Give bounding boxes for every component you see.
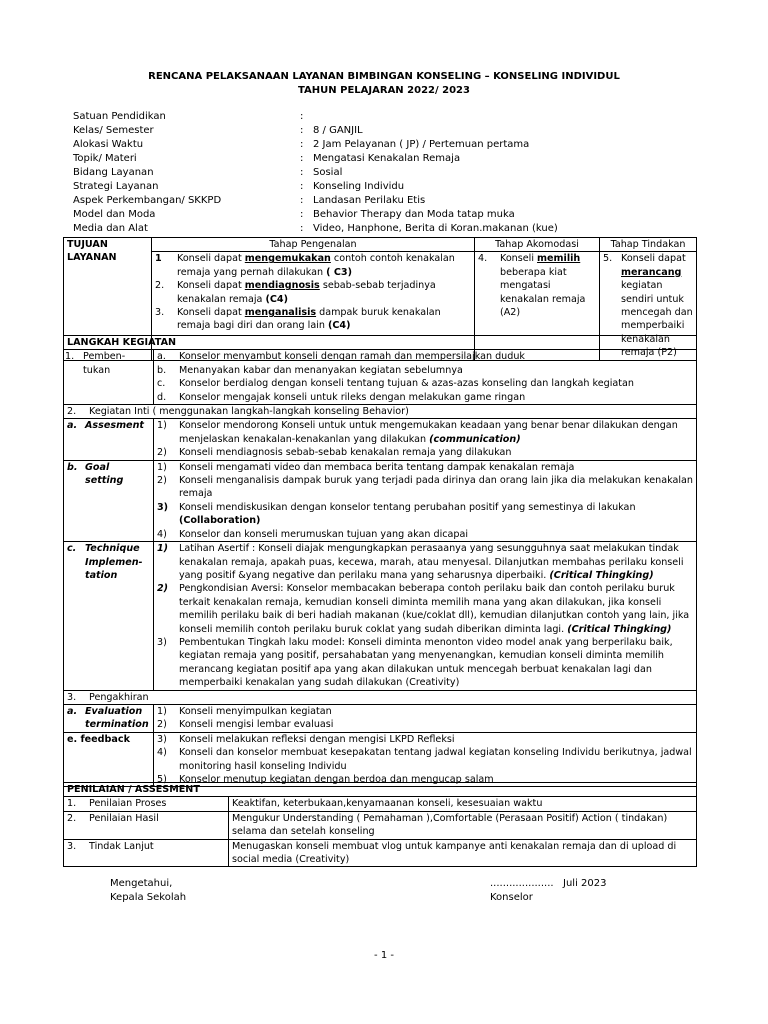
pembentukan-label-cell: 1. Pemben-tukan: [64, 350, 154, 405]
langkah-table: [63, 335, 697, 787]
step-item: 3) Pembentukan Tingkah laku model: Konseli diminta menonton video model anak yang berperilaku baik, kegiatan remaja yang positif, persahabatan yang menyenangkan, kemudian konseli diminta memilih merancang kegiatan positif apa yang akan dilakukan untuk mencegah berbuat kenakalan lagi dan memperbaiki kenakalan yang sudah dilakukan (Creativity): [157, 636, 673, 689]
colon: :: [300, 125, 304, 136]
goal-item: 1 Konseli dapat mengemukakan contoh contoh kenakalan remaja yang pernah dilakukan ( C3): [155, 253, 455, 278]
colon: :: [300, 209, 304, 220]
langkah-header: LANGKAH KEGIATAN: [64, 336, 697, 350]
identity-value: Video, Hanphone, Berita di Koran.makanan (kue): [313, 223, 558, 234]
penilaian-table: [63, 782, 697, 867]
colon: :: [300, 167, 304, 178]
identity-label: Media dan Alat: [73, 223, 148, 234]
goal-setting-items: [154, 460, 697, 541]
penilaian-text: Menugaskan konseli membuat vlog untuk kampanye anti kenakalan remaja dan di upload di social media (Creativity): [229, 839, 697, 867]
identity-value: Konseling Individu: [313, 181, 405, 192]
step-item: 2) Konseli menganalisis dampak buruk yang terjadi pada dirinya dan orang lain jika dia melakukan kenakalan remaja: [157, 475, 693, 500]
evaluation-items: [154, 704, 697, 732]
evaluation-label: a. Evaluation termination: [64, 704, 154, 732]
identity-label: Bidang Layanan: [73, 167, 154, 178]
step-item: 2) Pengkondisian Aversi: Konselor membacakan beberapa contoh perilaku baik dan contoh perilaku buruk terkait kenakalan remaja, kemudian konseli diminta memilih mana yang akan dilakukan, jika konseli memilih perilaku baik di beri hadiah makanan (kue/coklat dll), kemudian dilanjutkan contoh yang lain, jika konseli memilih contoh perilaku buruk coklat yang sudah diberikan diminta lagi. (Critical Thingking): [157, 583, 690, 635]
feedback-items: [154, 732, 697, 787]
goal-item: 3. Konseli dapat menganalisis dampak buruk kenakalan remaja bagi diri dan orang lain (C4): [155, 307, 441, 332]
identity-label: Strategi Layanan: [73, 181, 159, 192]
step-item: 1) Konselor mendorong Konseli untuk untuk mengemukakan keadaan yang benar benar dilakukan dengan menjelaskan kenakalan-kenakanlan yang dilakukan (communication): [157, 420, 678, 445]
identity-label: Alokasi Waktu: [73, 139, 144, 150]
assesment-items: [154, 419, 697, 460]
step-item: 3) Konseli mendiskusikan dengan konselor tentang perubahan positif yang semestinya di lakukan (Collaboration): [157, 501, 636, 527]
penilaian-label: 2. Penilaian Hasil: [64, 811, 229, 839]
identity-value: 2 Jam Pelayanan ( JP) / Pertemuan pertama: [313, 139, 530, 150]
identity-label: Model dan Moda: [73, 209, 156, 220]
identity-value: Landasan Perilaku Etis: [313, 195, 426, 206]
colon: :: [300, 181, 304, 192]
colon: :: [300, 195, 304, 206]
penilaian-text: Mengukur Understanding ( Pemahaman ),Comfortable (Perasaan Positif) Action ( tindakan) selama dan setelah konseling: [229, 811, 697, 839]
assesment-label: a. Assesment: [64, 419, 154, 460]
identity-label: Kelas/ Semester: [73, 125, 154, 136]
step-item: c. Konselor berdialog dengan konseli tentang tujuan & azas-azas konseling dan langkah kegiatan: [157, 378, 635, 390]
step-item: d. Konselor mengajak konseli untuk rileks dengan melakukan game ringan: [157, 391, 526, 403]
step-item: 1) Konseli menyimpulkan kegiatan: [157, 705, 332, 717]
penilaian-label: 3. Tindak Lanjut: [64, 839, 229, 867]
step-item: 3) Konseli melakukan refleksi dengan mengisi LKPD Refleksi: [157, 733, 455, 745]
goal-item: 5. Konseli dapat merancang kegiatan sendiri untuk mencegah dan memperbaiki kenakalan remaja (P2): [603, 253, 693, 359]
goal-item: 2. Konseli dapat mendiagnosis sebab-sebab terjadinya kenakalan remaja (C4): [155, 280, 436, 305]
feedback-label: e. feedback: [64, 732, 154, 787]
identity-label: Satuan Pendidikan: [73, 111, 166, 122]
penilaian-header: PENILAIAN / ASSESMENT: [64, 783, 697, 797]
colon: :: [300, 139, 304, 150]
step-item: 2) Konseli mendiagnosis sebab-sebab kenakalan remaja yang dilakukan: [157, 447, 512, 459]
tahap-tindakan-header: Tahap Tindakan: [600, 238, 697, 252]
step-item: 5) Konselor menutup kegiatan dengan berdoa dan mengucap salam: [157, 774, 494, 785]
step-item: a. Konselor menyambut konseli dengan ramah dan mempersilajkan duduk: [157, 351, 525, 363]
step-item: 1) Konseli mengamati video dan membaca berita tentang dampak kenakalan remaja: [157, 461, 575, 473]
colon: :: [300, 223, 304, 234]
colon: :: [300, 111, 304, 122]
step-item: b. Menanyakan kabar dan menanyakan kegiatan sebelumnya: [157, 364, 463, 376]
colon: :: [300, 153, 304, 164]
penilaian-label: 1. Penilaian Proses: [64, 797, 229, 811]
tahap-pengenalan-header: Tahap Pengenalan: [152, 238, 475, 252]
step-item: 2) Konseli mengisi lembar evaluasi: [157, 719, 334, 731]
tahap-akomodasi-header: Tahap Akomodasi: [475, 238, 600, 252]
identity-value: Sosial: [313, 167, 343, 178]
date-dots: ....................: [490, 878, 554, 889]
identity-label: Topik/ Materi: [73, 153, 137, 164]
identity-value: Mengatasi Kenakalan Remaja: [313, 153, 461, 164]
technique-label: c. Technique Implemen-tation: [64, 542, 154, 690]
pengakhiran-header: 3. Pengakhiran: [64, 690, 697, 704]
step-item: 4) Konseli dan konselor membuat kesepakatan tentang jadwal kegiatan konseling Individu berikutnya, jadwal monitoring hasil konseling Individu: [157, 747, 692, 772]
identity-value: 8 / GANJIL: [313, 125, 363, 136]
identity-label: Aspek Perkembangan/ SKKPD: [73, 195, 222, 206]
goal-item: 4. Konseli memilih beberapa kiat mengatasi kenakalan remaja (A2): [478, 253, 586, 319]
page-number: - 1 -: [374, 950, 394, 961]
penilaian-text: Keaktifan, keterbukaan,kenyamaanan konseli, kesesuaian waktu: [229, 797, 697, 811]
pembentukan-items: [154, 350, 697, 405]
step-item: 4) Konselor dan konseli merumuskan tujuan yang akan dicapai: [157, 528, 469, 540]
konselor-text: Konselor: [490, 892, 533, 903]
tujuan-label: TUJUAN LAYANAN: [64, 238, 152, 361]
technique-items: [154, 542, 697, 690]
goal-setting-label: b. Goal setting: [64, 460, 154, 541]
mengetahui-text: Mengetahui,: [110, 878, 173, 889]
document-subtitle: TAHUN PELAJARAN 2022/ 2023: [298, 85, 470, 96]
identity-value: Behavior Therapy dan Moda tatap muka: [313, 209, 515, 220]
step-item: 1) Latihan Asertif : Konseli diajak mengungkapkan perasaanya yang sesungguhnya saat melakukan tindak kenakalan remaja, apakah puas, kecewa, marah, atau menyesal. Dilanjutkan membahas perilaku konseli yang positif &yang negative dan perilaku mana yang seharusnya diperbaiki. (Critical Thingking): [157, 543, 684, 581]
inti-header: 2. Kegiatan Inti ( menggunakan langkah-langkah konseling Behavior): [64, 405, 697, 419]
kepala-sekolah-text: Kepala Sekolah: [110, 892, 187, 903]
document-title: RENCANA PELAKSANAAN LAYANAN BIMBINGAN KONSELING – KONSELING INDIVIDUL: [148, 71, 620, 82]
signature-date: Juli 2023: [563, 878, 607, 889]
